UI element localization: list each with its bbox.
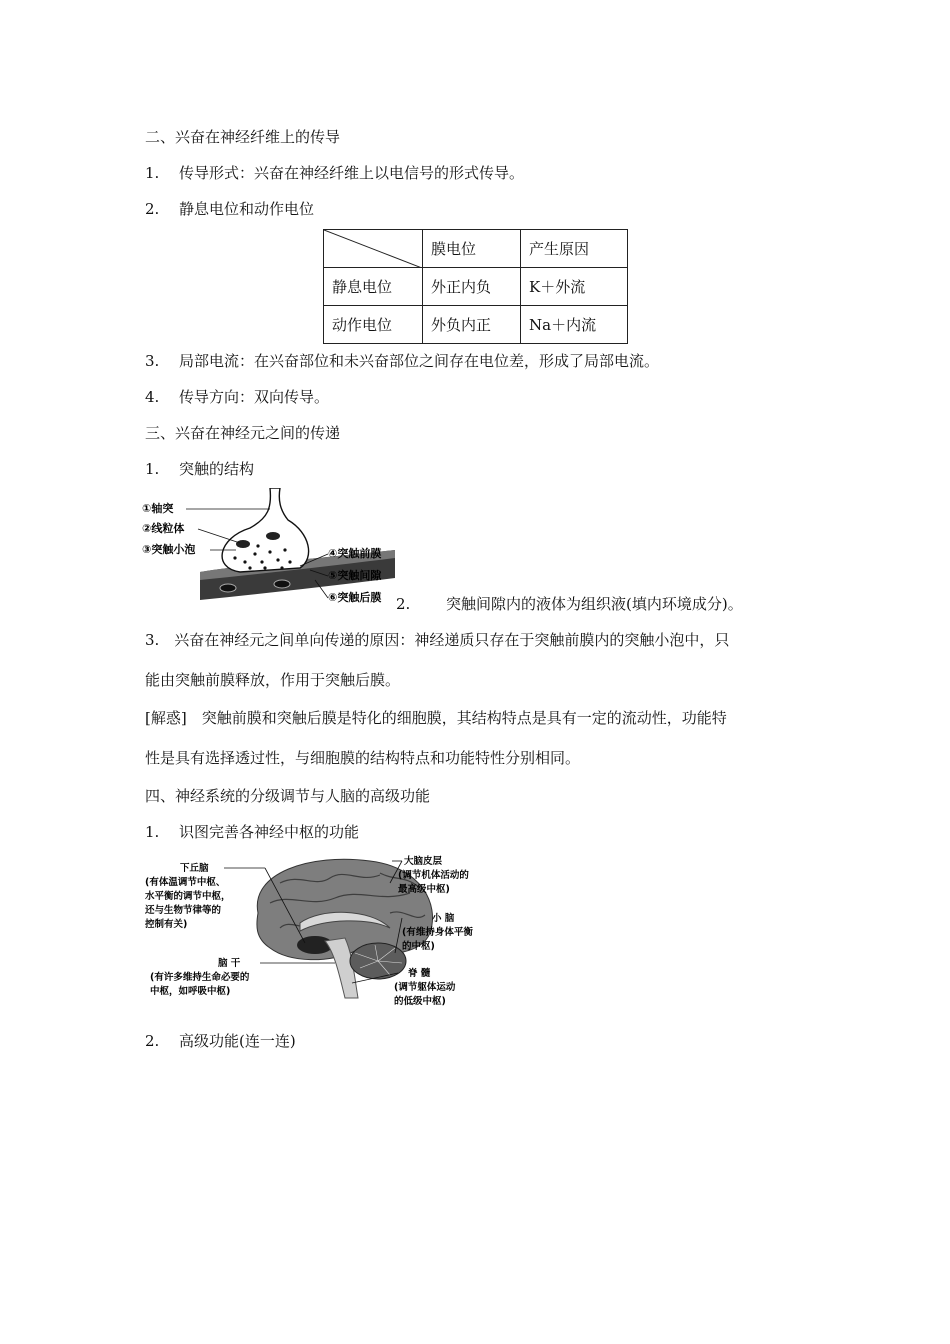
item-text: 局部电流：在兴奋部位和未兴奋部位之间存在电位差，形成了局部电流。 [179, 352, 660, 370]
jiehuo-line2: 性是具有选择透过性，与细胞膜的结构特点和功能特性分别相同。 [145, 749, 581, 767]
jiehuo-line1: [解惑] 突触前膜和突触后膜是特化的细胞膜，其结构特点是具有一定的流动性，功能特 [145, 709, 727, 727]
diagonal-header-cell [324, 230, 423, 268]
brain-figure [140, 853, 500, 1023]
label-synaptic-cleft: ⑤突触间隙 [328, 569, 382, 582]
item-2-3 [145, 351, 659, 371]
item-3-1 [145, 459, 254, 479]
table-cell: 外负内正 [423, 306, 521, 344]
mitochondrion [266, 532, 280, 540]
item-3-2 [396, 594, 743, 614]
label-axon: ①轴突 [142, 502, 174, 515]
section-4-title: 四、神经系统的分级调节与人脑的高级功能 [145, 787, 431, 805]
item-text: 静息电位和动作电位 [179, 200, 315, 218]
diagonal-line [324, 230, 422, 268]
spinal-desc: (调节躯体运动 [394, 982, 456, 993]
hypothalamus-desc: 控制有关) [145, 919, 188, 930]
item-text: 传导形式：兴奋在神经纤维上以电信号的形式传导。 [179, 164, 525, 182]
cortex-name: 大脑皮层 [404, 856, 443, 867]
item-number: 2. [145, 1032, 160, 1050]
mitochondrion-post [274, 580, 290, 588]
synapse-figure [140, 488, 400, 606]
item-3-3-line1: 3. 兴奋在神经元之间单向传递的原因：神经递质只存在于突触前膜内的突触小泡中，只 [145, 631, 730, 649]
label-brainstem [150, 957, 250, 997]
table-row [324, 268, 628, 306]
table-cell: Na＋内流 [521, 306, 628, 344]
label-presynaptic-membrane: ④突触前膜 [328, 547, 382, 560]
table-row [324, 306, 628, 344]
item-text: 识图完善各神经中枢的功能 [179, 823, 360, 841]
hypothalamus-name: 下丘脑 [180, 863, 209, 874]
item-number: 3. [145, 352, 160, 370]
item-2-2 [145, 199, 314, 219]
item-2-4 [145, 387, 329, 407]
brainstem-name: 脑 干 [218, 958, 241, 969]
label-hypothalamus [144, 862, 231, 930]
table-cell: 外正内负 [423, 268, 521, 306]
column-header: 膜电位 [423, 230, 521, 268]
brainstem-desc: (有许多维持生命必要的 [150, 972, 250, 983]
brainstem-desc: 中枢，如呼吸中枢) [150, 986, 231, 997]
item-text: 高级功能(连一连) [179, 1032, 296, 1050]
item-text: 突触的结构 [179, 460, 255, 478]
spinal-desc: 的低级中枢) [394, 996, 446, 1007]
row-header: 静息电位 [324, 268, 423, 306]
item-4-2 [145, 1031, 296, 1051]
item-text: 突触间隙内的液体为组织液(填内环境成分)。 [446, 595, 743, 613]
item-number: 4. [145, 388, 160, 406]
item-number: 1. [145, 823, 160, 841]
item-number: 1. [145, 164, 160, 182]
spinal-name: 脊 髓 [408, 968, 431, 979]
item-number: 1. [145, 460, 160, 478]
mitochondrion [236, 540, 250, 548]
item-2-1 [145, 163, 524, 183]
table-header-row [324, 230, 628, 268]
item-4-1 [145, 822, 359, 842]
row-header: 动作电位 [324, 306, 423, 344]
label-synaptic-vesicle: ③突触小泡 [142, 543, 196, 556]
cortex-desc: 最高级中枢) [398, 884, 450, 895]
section-2-title: 二、兴奋在神经纤维上的传导 [145, 128, 341, 146]
potential-table [323, 229, 628, 344]
item-number: 2. [145, 200, 160, 218]
cerebellum-desc: 的中枢) [402, 941, 435, 952]
label-spinal-cord [394, 967, 456, 1007]
table-cell: K＋外流 [521, 268, 628, 306]
label-mitochondrion: ②线粒体 [142, 522, 185, 535]
item-text: 传导方向：双向传导。 [179, 388, 330, 406]
cerebellum-desc: (有维持身体平衡 [402, 927, 473, 938]
section-3-title: 三、兴奋在神经元之间的传递 [145, 424, 341, 442]
hypothalamus-desc: 还与生物节律等的 [145, 905, 222, 916]
cerebellum-name: 小 脑 [432, 913, 455, 924]
label-postsynaptic-membrane: ⑥突触后膜 [328, 591, 382, 604]
item-3-3-line2: 能由突触前膜释放，作用于突触后膜。 [145, 671, 401, 689]
column-header: 产生原因 [521, 230, 628, 268]
hypothalamus-desc: (有体温调节中枢、 [145, 877, 226, 888]
item-number: 2. [396, 595, 411, 613]
hypothalamus-desc: 水平衡的调节中枢， [145, 891, 231, 902]
mitochondrion-post [220, 584, 236, 592]
label-cortex [398, 855, 469, 895]
cortex-desc: (调节机体活动的 [398, 870, 469, 881]
